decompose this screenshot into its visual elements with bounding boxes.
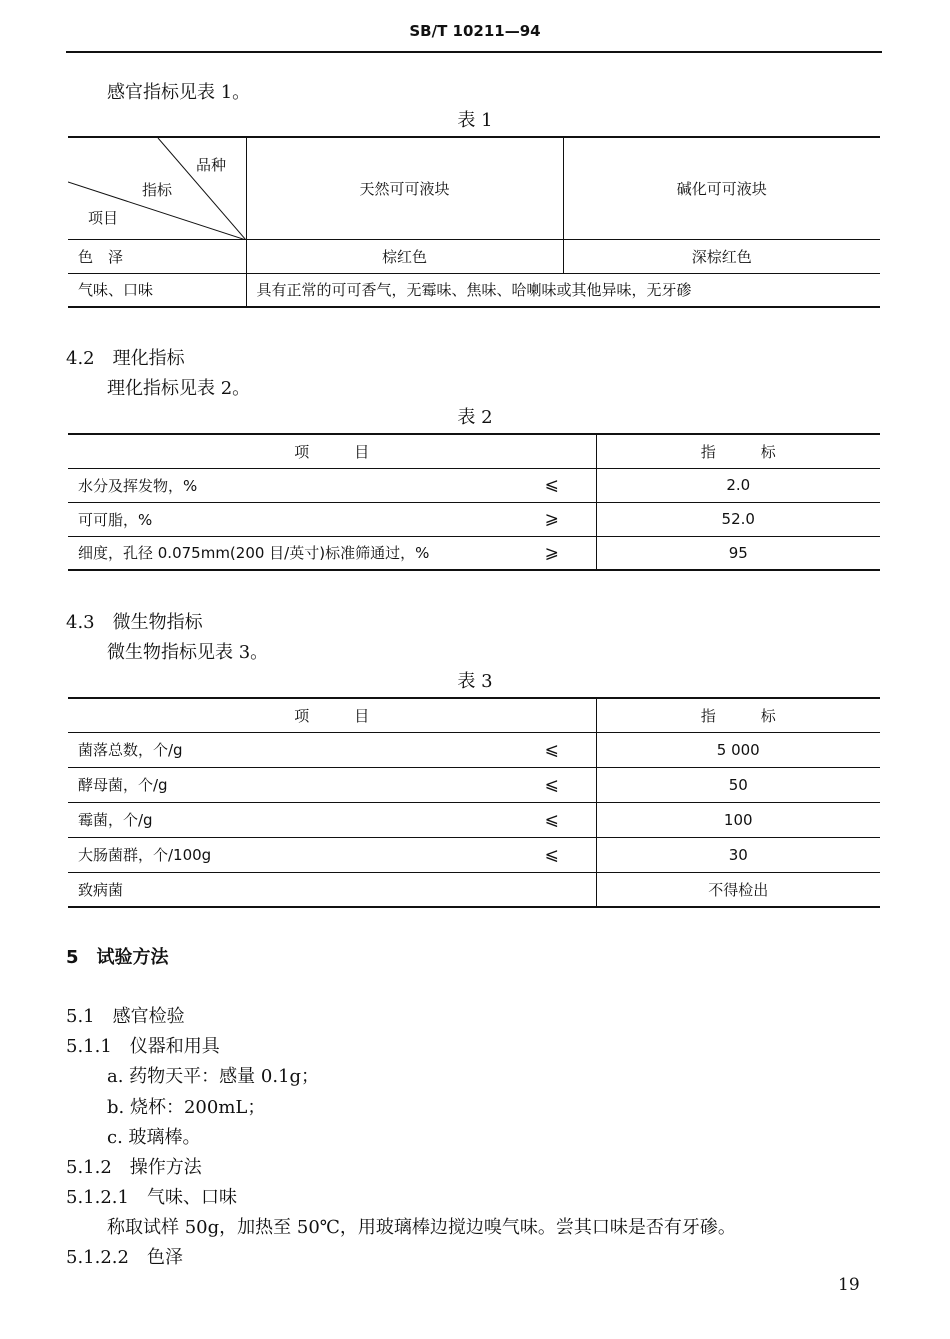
table3-symbol (508, 872, 596, 907)
table2-value: 2.0 (596, 468, 880, 502)
section-4-3-text: 微生物指标见表 3。 (107, 642, 269, 663)
table3 (68, 697, 880, 908)
table2-value: 52.0 (596, 502, 880, 536)
table3-value: 100 (596, 802, 880, 837)
table3-value: 50 (596, 767, 880, 802)
table2-symbol: ⩾ (508, 502, 596, 536)
table1-row-label: 色 泽 (68, 239, 246, 273)
table2-symbol: ⩽ (508, 468, 596, 502)
table-row (68, 468, 880, 502)
section-5-title: 5 试验方法 (66, 947, 169, 968)
table3-header-row (68, 698, 880, 732)
table1-row-label: 气味、口味 (68, 273, 246, 307)
table3-value: 5 000 (596, 732, 880, 767)
section-5-1-2-1-title: 5.1.2.1 气味、口味 (66, 1187, 237, 1208)
table2-item: 水分及挥发物，% (68, 468, 508, 502)
table1 (68, 136, 880, 308)
section-5-1-2-title: 5.1.2 操作方法 (66, 1157, 202, 1178)
section-5-1-2-2-title: 5.1.2.2 色泽 (66, 1247, 183, 1268)
table3-item: 大肠菌群，个/100g (68, 837, 508, 872)
header-rule (66, 51, 882, 53)
table1-row (68, 273, 880, 307)
table3-item: 霉菌，个/g (68, 802, 508, 837)
list-item: b. 烧杯：200mL； (107, 1097, 266, 1118)
table2-item: 细度，孔径 0.075mm(200 目/英寸)标准筛通过，% (68, 536, 508, 570)
list-item: c. 玻璃棒。 (107, 1127, 201, 1148)
section-4-3-title: 4.3 微生物指标 (66, 612, 203, 633)
table1-cell: 棕红色 (246, 239, 563, 273)
page-number: 19 (838, 1275, 860, 1295)
section-5-1-1-title: 5.1.1 仪器和用具 (66, 1036, 220, 1057)
table3-item: 致病菌 (68, 872, 508, 907)
table-row (68, 872, 880, 907)
table1-row (68, 239, 880, 273)
section-4-2-text: 理化指标见表 2。 (107, 378, 251, 399)
table-row (68, 767, 880, 802)
table1-merged-cell: 具有正常的可可香气，无霉味、焦味、哈喇味或其他异味，无牙碜 (246, 273, 880, 307)
procedure-paragraph: 称取试样 50g，加热至 50℃，用玻璃棒边搅边嗅气味。尝其口味是否有牙碜。 (107, 1217, 736, 1238)
table-row (68, 732, 880, 767)
standard-code-header: SB/T 10211—94 (409, 22, 541, 40)
corner-label-variety: 品种 (196, 156, 227, 174)
table2 (68, 433, 880, 571)
table3-head-item: 项 目 (68, 698, 596, 732)
table2-header-row (68, 434, 880, 468)
table2-value: 95 (596, 536, 880, 570)
table1-header-row (68, 137, 880, 239)
table-row (68, 837, 880, 872)
table2-head-item: 项 目 (68, 434, 596, 468)
table3-item: 酵母菌，个/g (68, 767, 508, 802)
table3-caption: 表 3 (457, 671, 493, 692)
corner-label-item: 项目 (88, 209, 119, 227)
table-row (68, 802, 880, 837)
table2-item: 可可脂，% (68, 502, 508, 536)
table-row (68, 536, 880, 570)
intro-text: 感官指标见表 1。 (107, 82, 251, 103)
table3-item: 菌落总数，个/g (68, 732, 508, 767)
table1-cell: 深棕红色 (563, 239, 880, 273)
table3-value: 不得检出 (596, 872, 880, 907)
table1-col-alkalized: 碱化可可液块 (563, 137, 880, 239)
table2-symbol: ⩾ (508, 536, 596, 570)
section-4-2-title: 4.2 理化指标 (66, 348, 185, 369)
table2-caption: 表 2 (457, 407, 493, 428)
table3-symbol: ⩽ (508, 802, 596, 837)
table2-head-value: 指 标 (596, 434, 880, 468)
table3-symbol: ⩽ (508, 767, 596, 802)
table1-corner-cell (68, 137, 246, 239)
table3-symbol: ⩽ (508, 837, 596, 872)
table3-value: 30 (596, 837, 880, 872)
table1-col-natural: 天然可可液块 (246, 137, 563, 239)
table3-head-value: 指 标 (596, 698, 880, 732)
table3-symbol: ⩽ (508, 732, 596, 767)
table1-caption: 表 1 (457, 110, 493, 131)
table-row (68, 502, 880, 536)
corner-label-indicator: 指标 (142, 181, 173, 199)
section-5-1-title: 5.1 感官检验 (66, 1006, 185, 1027)
list-item: a. 药物天平：感量 0.1g； (107, 1066, 320, 1087)
